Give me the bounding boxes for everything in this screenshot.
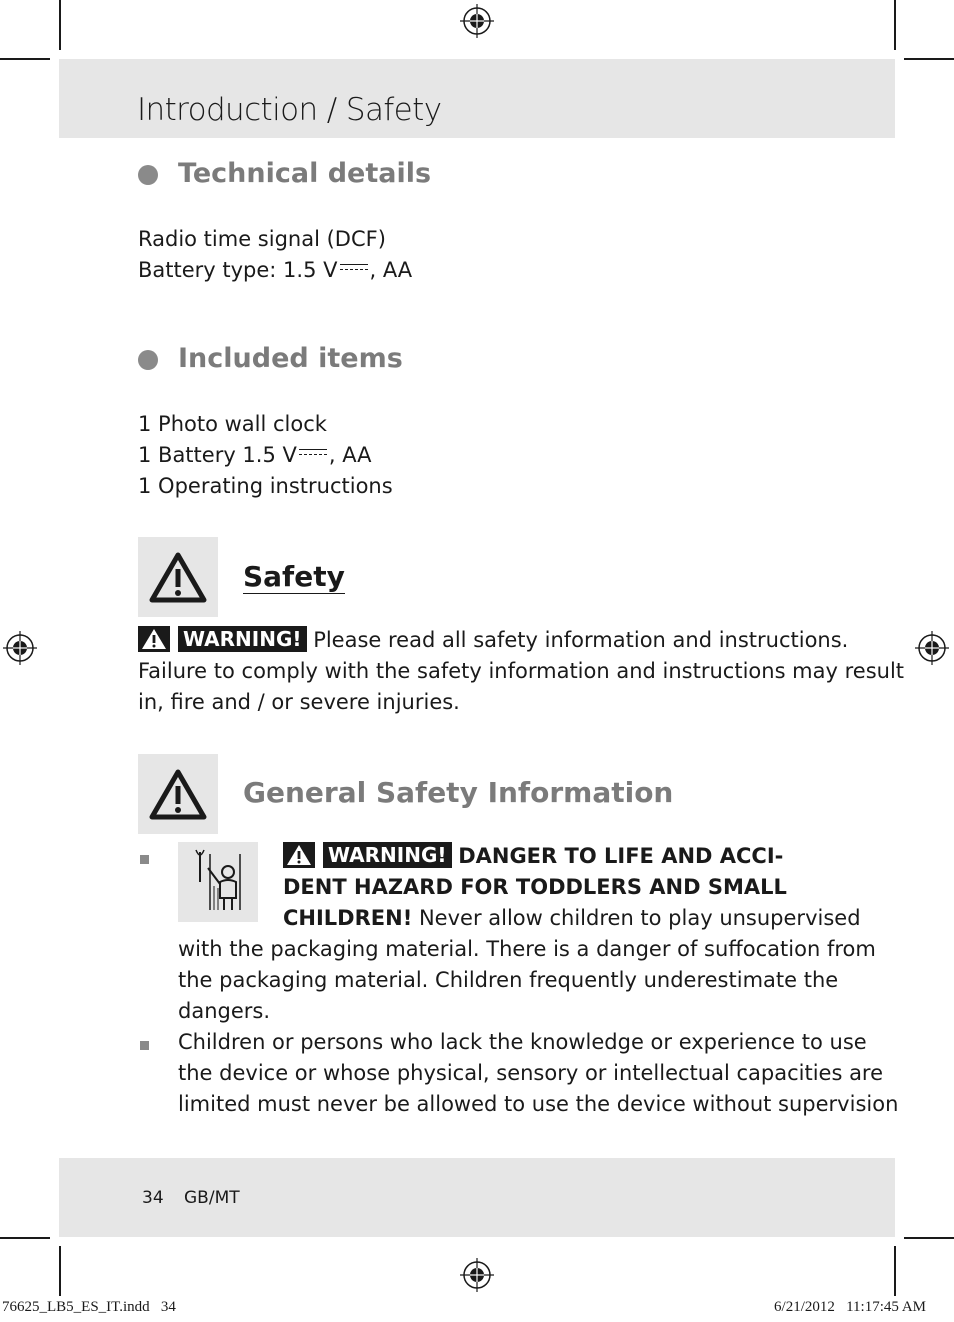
bullet1-line-2: DENT HAZARD FOR TODDLERS AND SMALL bbox=[283, 875, 787, 899]
warning-triangle-icon bbox=[138, 626, 170, 652]
section-bullet-icon bbox=[138, 350, 158, 370]
tech-line-1: Radio time signal (DCF) bbox=[138, 227, 386, 251]
warning-icon-box bbox=[138, 754, 218, 834]
battery-size-text: , AA bbox=[328, 443, 372, 467]
safety-line-1 bbox=[138, 625, 848, 656]
bullet1-line-5: the packaging material. Children frequently underestimate the bbox=[178, 968, 839, 992]
dc-current-symbol-icon bbox=[340, 262, 368, 274]
list-bullet bbox=[140, 855, 149, 864]
bullet1-text: Never allow children to play unsupervised bbox=[418, 906, 861, 930]
battery-item-text: 1 Battery 1.5 V bbox=[138, 443, 297, 467]
child-hazard-icon bbox=[178, 842, 258, 922]
crop-mark bbox=[0, 1237, 50, 1239]
section-bullet-icon bbox=[138, 165, 158, 185]
bullet1-line-6: dangers. bbox=[178, 999, 271, 1023]
child-hazard-icon-box bbox=[178, 842, 258, 922]
tech-line-2 bbox=[138, 255, 412, 286]
warning-triangle-icon bbox=[138, 537, 218, 617]
warning-badge: WARNING! bbox=[323, 842, 452, 868]
included-item: 1 Operating instructions bbox=[138, 474, 393, 498]
crop-mark bbox=[59, 0, 61, 50]
registration-mark-icon bbox=[3, 631, 37, 665]
warning-triangle-icon bbox=[138, 754, 218, 834]
bullet2-line-3: limited must never be allowed to use the device without supervision bbox=[178, 1092, 899, 1116]
safety-line-2: Failure to comply with the safety information and instructions may result bbox=[138, 659, 905, 683]
battery-type-text: Battery type: 1.5 V bbox=[138, 258, 338, 282]
bullet1-line-1 bbox=[283, 841, 783, 872]
bullet2-line-2: the device or whose physical, sensory or intellectual capacities are bbox=[178, 1061, 884, 1085]
page-title: Introduction / Safety bbox=[137, 92, 442, 128]
locale-code: GB/MT bbox=[184, 1188, 240, 1208]
registration-mark-icon bbox=[460, 4, 494, 38]
warning-badge: WARNING! bbox=[178, 626, 307, 652]
section-heading-general-safety: General Safety Information bbox=[243, 776, 674, 809]
battery-size-text: , AA bbox=[369, 258, 413, 282]
bullet2-line-1: Children or persons who lack the knowledge or experience to use bbox=[178, 1030, 867, 1054]
registration-mark-icon bbox=[460, 1258, 494, 1292]
safety-text: Please read all safety information and instructions. bbox=[313, 628, 849, 652]
dc-current-symbol-icon bbox=[299, 447, 327, 459]
bullet1-line-4: with the packaging material. There is a danger of suffocation from bbox=[178, 937, 876, 961]
crop-mark bbox=[904, 58, 954, 60]
page-number: 34 bbox=[142, 1188, 164, 1208]
crop-mark bbox=[904, 1237, 954, 1239]
warning-icon-box bbox=[138, 537, 218, 617]
section-heading-technical-details: Technical details bbox=[178, 158, 432, 189]
safety-line-3: in, fire and / or severe injuries. bbox=[138, 690, 460, 714]
print-slug-datetime: 6/21/2012 11:17:45 AM bbox=[774, 1299, 926, 1315]
section-heading-included-items: Included items bbox=[178, 343, 403, 374]
danger-text: CHILDREN! bbox=[283, 906, 413, 930]
crop-mark bbox=[59, 1246, 61, 1296]
list-bullet bbox=[140, 1041, 149, 1050]
registration-mark-icon bbox=[915, 631, 949, 665]
crop-mark bbox=[0, 58, 50, 60]
print-slug-file: 76625_LB5_ES_IT.indd 34 bbox=[2, 1299, 176, 1315]
bullet1-line-3 bbox=[283, 903, 861, 934]
crop-mark bbox=[894, 1246, 896, 1296]
crop-mark bbox=[894, 0, 896, 50]
warning-triangle-icon bbox=[283, 842, 315, 868]
included-item: 1 Photo wall clock bbox=[138, 412, 327, 436]
section-heading-safety: Safety bbox=[243, 560, 345, 593]
included-item bbox=[138, 440, 372, 471]
danger-text: DANGER TO LIFE AND ACCI- bbox=[458, 844, 784, 868]
